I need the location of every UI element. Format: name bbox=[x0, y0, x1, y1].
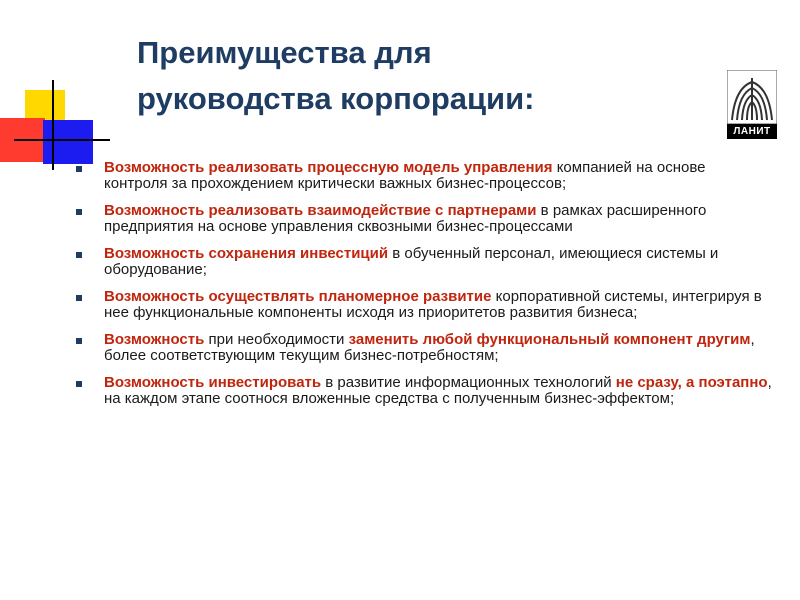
bullet-highlight: Возможность реализовать взаимодействие с партнерами bbox=[104, 202, 537, 219]
bullet-marker-icon bbox=[76, 252, 82, 258]
title-line-1: Преимущества для bbox=[137, 35, 432, 70]
bullet-text-2: , на каждом этапе соотнося вложенные средства с полученным бизнес-эффектом; bbox=[104, 374, 772, 407]
bullet-highlight-2: не сразу, а поэтапно bbox=[615, 374, 768, 391]
logo-text: ЛАНИТ bbox=[727, 124, 777, 139]
bullet-marker-icon bbox=[76, 166, 82, 172]
bullet-marker-icon bbox=[76, 381, 82, 387]
bullet-item-6 bbox=[72, 375, 772, 407]
bullet-item-4 bbox=[72, 289, 772, 321]
bullet-item-1 bbox=[72, 160, 772, 192]
title-line-2: руководства корпорации: bbox=[137, 81, 535, 116]
bullet-item-5 bbox=[72, 332, 772, 364]
bullet-marker-icon bbox=[76, 295, 82, 301]
bullet-highlight: Возможность сохранения инвестиций bbox=[104, 245, 389, 262]
bullet-highlight: Возможность bbox=[104, 331, 205, 348]
bullet-highlight: Возможность инвестировать bbox=[104, 374, 322, 391]
bullet-text: компанией на основе контроля за прохождением критически важных бизнес-процессов; bbox=[104, 159, 706, 192]
bullet-text: в обученный персонал, имеющиеся системы и оборудование; bbox=[104, 245, 719, 278]
bullet-highlight: Возможность реализовать процессную модель управления bbox=[104, 159, 553, 176]
slide-title bbox=[137, 30, 697, 122]
bullet-text-2: , более соответствующим текущим бизнес-потребностям; bbox=[104, 331, 755, 364]
bullet-highlight: Возможность осуществлять планомерное развитие bbox=[104, 288, 492, 305]
bullet-item-2 bbox=[72, 203, 772, 235]
decorative-squares bbox=[0, 70, 110, 170]
bullet-text: в рамках расширенного предприятия на основе управления сквозными бизнес-процессами bbox=[104, 202, 707, 235]
bullet-text: в развитие информационных технологий bbox=[321, 374, 616, 391]
bullet-list bbox=[72, 160, 772, 418]
bullet-highlight-2: заменить любой функциональный компонент другим bbox=[348, 331, 751, 348]
vertical-line bbox=[52, 80, 54, 170]
lanit-logo-graphic bbox=[727, 70, 777, 124]
bullet-text: при необходимости bbox=[204, 331, 349, 348]
blue-square bbox=[43, 120, 93, 164]
lanit-logo-icon bbox=[727, 70, 777, 140]
horizontal-line bbox=[14, 139, 110, 141]
bullet-marker-icon bbox=[76, 209, 82, 215]
bullet-text: корпоративной системы, интегрируя в нее функциональные компоненты исходя из приоритетов развития бизнеса; bbox=[104, 288, 762, 321]
bullet-marker-icon bbox=[76, 338, 82, 344]
bullet-item-3 bbox=[72, 246, 772, 278]
